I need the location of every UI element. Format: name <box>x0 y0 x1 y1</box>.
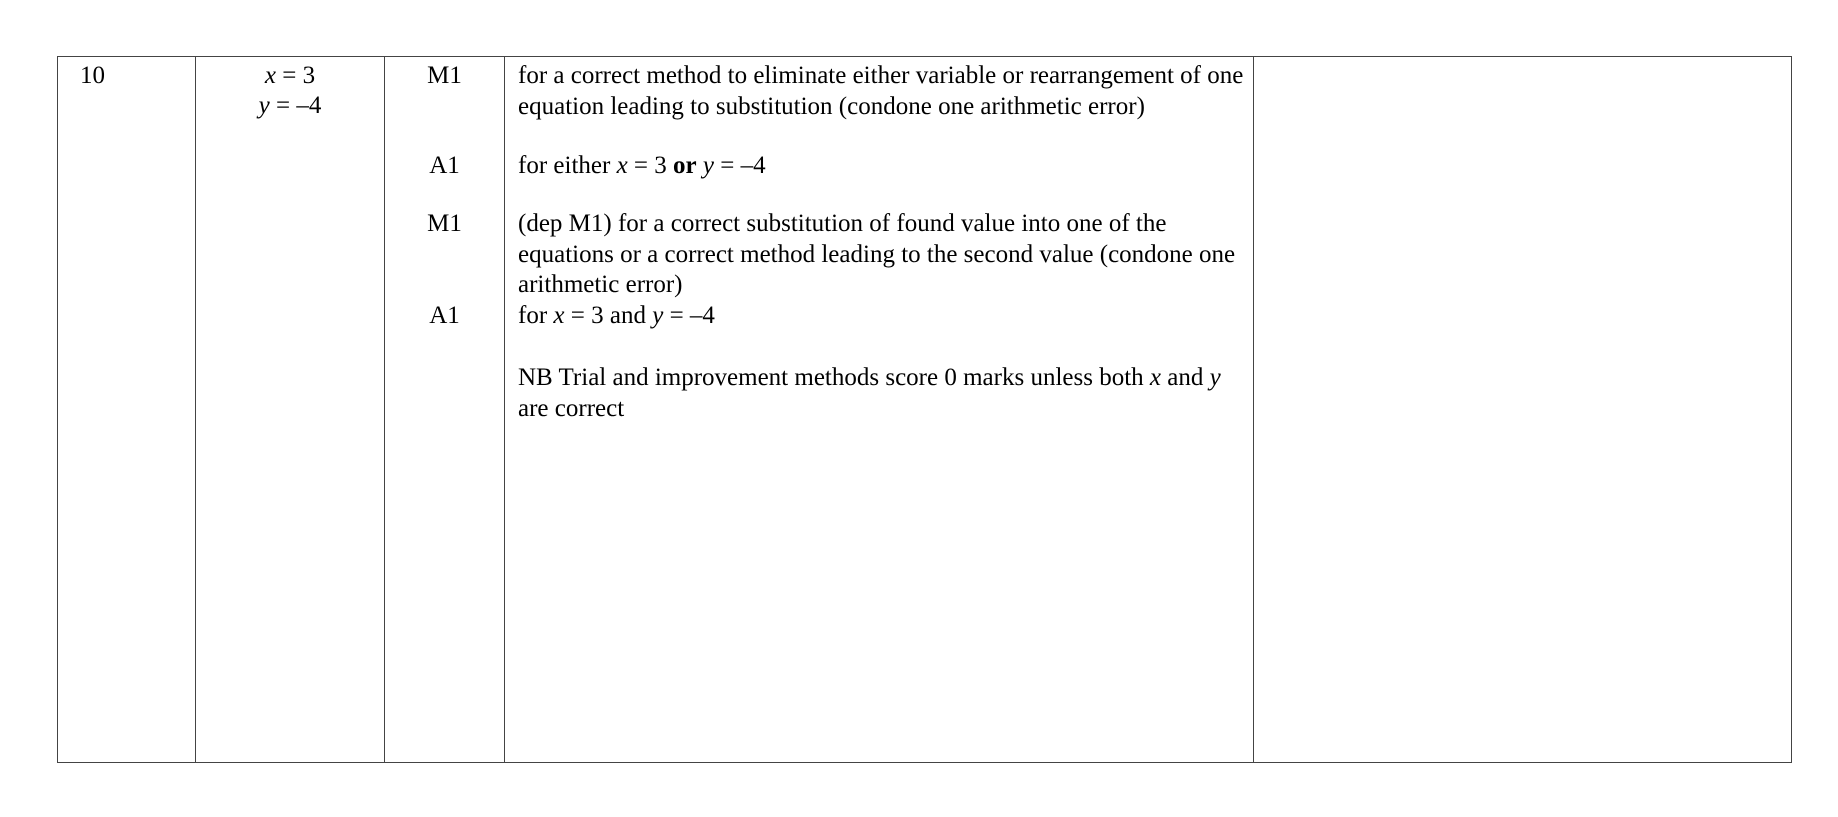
mark-code-4: A1 <box>429 302 460 329</box>
mark-code-3: M1 <box>427 210 462 237</box>
note-text: NB Trial and improvement methods score 0 marks unless both <box>518 364 1150 391</box>
question-column <box>58 57 195 762</box>
mark-code-1: M1 <box>427 62 462 89</box>
mark-column <box>384 57 504 762</box>
note-variable-y: y <box>702 152 714 179</box>
guidance-notes-column <box>504 57 1253 762</box>
mark-scheme-table <box>57 56 1792 763</box>
note-variable-x: x <box>1149 364 1161 391</box>
note-method-eliminate: for a correct method to eliminate either variable or rearrangement of one equation leading to substitution (condone one arithmetic error) <box>518 62 1244 120</box>
note-text: are correct <box>518 394 625 422</box>
answer-x-value: = 3 <box>276 62 316 89</box>
answer-column <box>195 57 384 762</box>
note-text: = 3 <box>627 152 674 179</box>
note-text: for either <box>518 152 617 179</box>
answer-y <box>196 91 384 121</box>
note-text: = –4 <box>663 302 715 329</box>
note-text: = –4 <box>714 152 766 179</box>
note-variable-x: x <box>616 152 628 179</box>
answer-x <box>196 61 384 91</box>
question-number: 10 <box>80 62 105 89</box>
working-answer <box>196 61 384 121</box>
note-bold-or: or <box>673 152 697 179</box>
note-text: and <box>1161 364 1210 391</box>
additional-guidance-column <box>1253 57 1791 762</box>
note-variable-y: y <box>652 302 664 329</box>
note-variable-y: y <box>1209 364 1221 391</box>
mark-code-2: A1 <box>429 152 460 179</box>
note-dep-substitution: (dep M1) for a correct substitution of found value into one of the equations or a correct method leading to the second value (condone one arithmetic error) <box>518 210 1236 298</box>
note-variable-x: x <box>553 302 565 329</box>
note-text: = 3 and <box>564 302 653 329</box>
answer-y-value: = –4 <box>269 92 322 119</box>
answer-y-variable: y <box>258 92 270 119</box>
note-text: for <box>518 302 554 329</box>
answer-x-variable: x <box>264 62 276 89</box>
note-trial-improvement <box>518 363 1245 424</box>
note-both-values <box>518 301 1245 332</box>
note-either-value <box>518 151 1245 182</box>
